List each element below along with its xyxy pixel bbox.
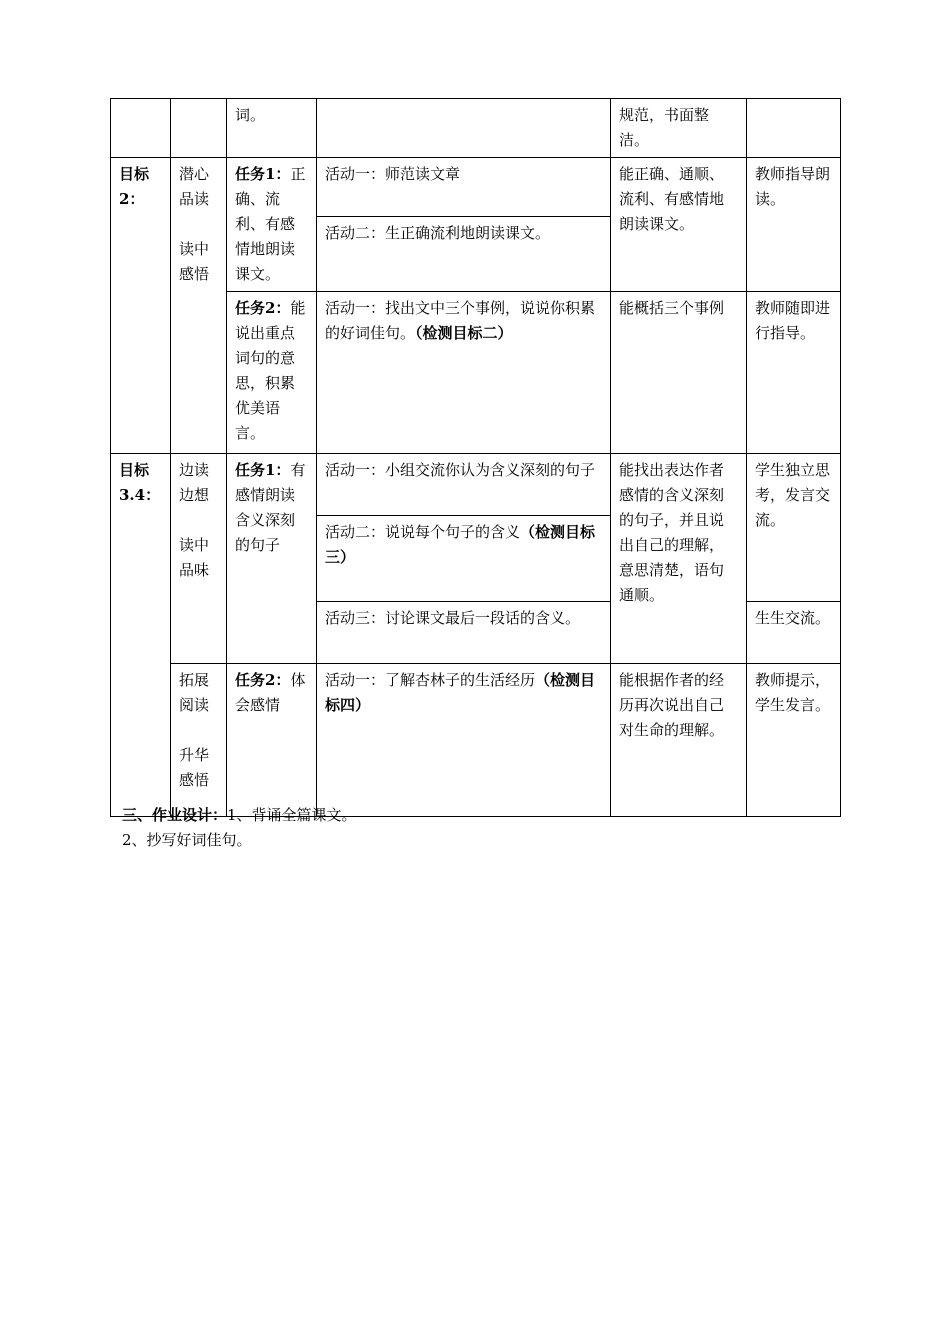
task-cell: 任务1：正确、流利、有感情地朗读课文。 — [227, 158, 317, 292]
activity-cell: 活动三：讨论课文最后一段话的含义。 — [317, 602, 611, 664]
section-label: 潜心品读 读中感悟 — [171, 158, 227, 454]
section-label: 边读边想 读中品味 — [171, 454, 227, 664]
task-cell: 词。 — [227, 99, 317, 158]
homework-section — [122, 803, 357, 853]
standard-cell: 能找出表达作者感情的含义深刻的句子，并且说出自己的理解，意思清楚，语句通顺。 — [611, 454, 747, 664]
evaluation-cell: 教师指导朗读。 — [747, 158, 841, 292]
table-row — [111, 99, 841, 158]
task-cell: 任务2：能说出重点词句的意思，积累优美语言。 — [227, 292, 317, 454]
activity-cell: 活动二：说说每个句子的含义（检测目标三） — [317, 516, 611, 602]
activity-cell: 活动一：找出文中三个事例，说说你积累的好词佳句。（检测目标二） — [317, 292, 611, 454]
standard-cell: 能根据作者的经历再次说出自己对生命的理解。 — [611, 664, 747, 817]
activity-cell: 活动一：小组交流你认为含义深刻的句子 — [317, 454, 611, 516]
homework-item: 2、抄写好词佳句。 — [122, 831, 252, 849]
empty-cell — [317, 99, 611, 158]
goal-label: 目标3.4： — [111, 454, 171, 817]
section-label: 拓展阅读 升华感悟 — [171, 664, 227, 817]
evaluation-cell: 教师提示，学生发言。 — [747, 664, 841, 817]
standard-cell: 能正确、通顺、流利、有感情地朗读课文。 — [611, 158, 747, 292]
homework-line-1 — [122, 803, 357, 828]
table-row — [111, 664, 841, 817]
table-row — [111, 454, 841, 516]
standard-cell: 能概括三个事例 — [611, 292, 747, 454]
table-row — [111, 158, 841, 217]
homework-line-2 — [122, 828, 357, 853]
standard-cell: 规范，书面整洁。 — [611, 99, 747, 158]
empty-cell — [111, 99, 171, 158]
activity-cell: 活动一：师范读文章 — [317, 158, 611, 217]
activity-cell: 活动一：了解杏林子的生活经历（检测目标四） — [317, 664, 611, 817]
evaluation-cell: 教师随即进行指导。 — [747, 292, 841, 454]
lesson-plan-table — [110, 98, 841, 817]
evaluation-cell: 生生交流。 — [747, 602, 841, 664]
activity-cell: 活动二：生正确流利地朗读课文。 — [317, 216, 611, 291]
task-cell: 任务1：有感情朗读含义深刻的句子 — [227, 454, 317, 664]
goal-label: 目标2： — [111, 158, 171, 454]
homework-item: 1、背诵全篇课文。 — [227, 806, 357, 824]
evaluation-cell: 学生独立思考，发言交流。 — [747, 454, 841, 602]
task-cell: 任务2：体会感情 — [227, 664, 317, 817]
homework-label: 三、作业设计： — [122, 806, 228, 824]
empty-cell — [747, 99, 841, 158]
empty-cell — [171, 99, 227, 158]
